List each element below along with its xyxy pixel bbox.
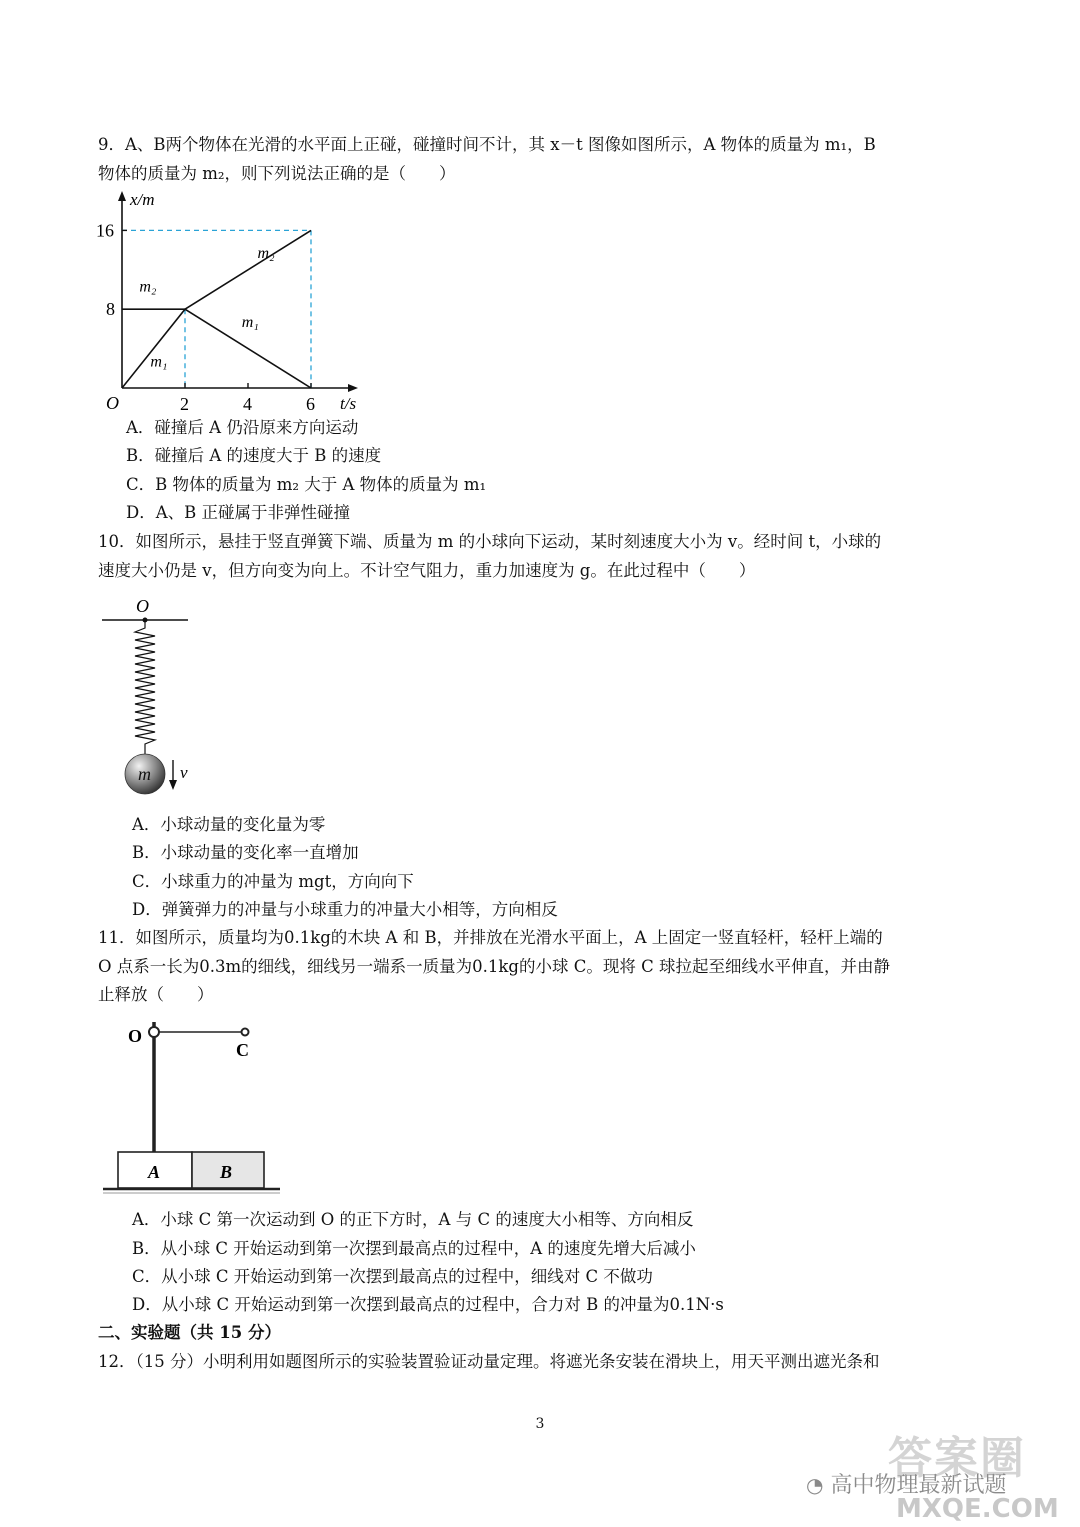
q11-option-b: B．从小球 C 开始运动到第一次摆到最高点的过程中，A 的速度先增大后减小 — [132, 1239, 696, 1258]
q10-stem-line2: 速度大小仍是 v，但方向变为向上。不计空气阻力，重力加速度为 g。在此过程中（ ） — [98, 561, 756, 580]
pendulum-blocks-figure — [100, 1012, 285, 1202]
x-tick-label-6: 6 — [306, 394, 315, 414]
q9-option-c: C．B 物体的质量为 m₂ 大于 A 物体的质量为 m₁ — [126, 475, 487, 494]
block-a-label: A — [148, 1162, 161, 1182]
pivot-o-label: O — [128, 1026, 143, 1046]
watermark-subtitle-text: 高中物理最新试题 — [830, 1473, 1007, 1498]
q9-stem-line1: 9．A、B两个物体在光滑的水平面上正碰，碰撞时间不计，其 x－t 图像如图所示，A 物体的质量为 m₁，B — [98, 135, 876, 154]
block-b-label: B — [220, 1162, 233, 1182]
curve-label-3: m₂ — [257, 244, 275, 262]
origin-label: O — [106, 393, 119, 413]
q10-stem-line1: 10．如图所示，悬挂于竖直弹簧下端、质量为 m 的小球向下运动，某时刻速度大小为 v。经时间 t，小球的 — [98, 532, 882, 551]
q12-stem-line1: 12．（15 分）小明利用如题图所示的实验装置验证动量定理。将遮光条安装在滑块上，用天平测出遮光条和 — [98, 1352, 880, 1371]
q9-option-d: D．A、B 正碰属于非弹性碰撞 — [126, 503, 351, 522]
spring-top-label: O — [136, 596, 149, 616]
q11-option-a: A．小球 C 第一次运动到 O 的正下方时，A 与 C 的速度大小相等、方向相反 — [132, 1210, 694, 1229]
q11-stem-line2: O 点系一长为0.3m的细线，细线另一端系一质量为0.1kg的小球 C。现将 C 球拉起至细线水平伸直，并由静 — [98, 957, 890, 976]
q10-option-c: C．小球重力的冲量为 mgt，方向向下 — [132, 872, 414, 891]
watermark-url: MXQE.COM — [896, 1494, 1059, 1524]
series-line-1 — [122, 309, 311, 388]
q9-option-b: B．碰撞后 A 的速度大于 B 的速度 — [126, 446, 382, 465]
curve-label-1: m₂ — [139, 278, 157, 296]
curve-label-4: m₁ — [241, 313, 259, 331]
curve-label-2: m₁ — [150, 353, 168, 371]
q11-option-c: C．从小球 C 开始运动到第一次摆到最高点的过程中，细线对 C 不做功 — [132, 1267, 653, 1286]
series-line-2 — [122, 230, 311, 309]
wechat-icon: ◔ — [806, 1473, 824, 1497]
section-heading: 二、实验题（共 15 分） — [98, 1323, 281, 1342]
xt-graph — [94, 185, 374, 417]
watermark-logo-text: 答案圈 — [888, 1433, 1026, 1484]
y-tick-label-16: 16 — [96, 220, 114, 241]
velocity-label: v — [180, 763, 188, 782]
q11-stem-line3: 止释放（ ） — [98, 985, 214, 1004]
q10-option-b: B．小球动量的变化率一直增加 — [132, 843, 359, 862]
q9-option-a: A．碰撞后 A 仍沿原来方向运动 — [126, 418, 359, 437]
q9-stem-line2: 物体的质量为 m₂，则下列说法正确的是（ ） — [98, 164, 456, 183]
q10-option-a: A．小球动量的变化量为零 — [132, 815, 326, 834]
x-tick-label-2: 2 — [180, 394, 189, 414]
q10-option-d: D．弹簧弹力的冲量与小球重力的冲量大小相等，方向相反 — [132, 900, 558, 919]
x-tick-label-4: 4 — [243, 394, 252, 414]
q11-stem-line1: 11．如图所示，质量均为0.1kg的木块 A 和 B，并排放在光滑水平面上，A 上固定一竖直轻杆，轻杆上端的 — [98, 928, 883, 947]
y-tick-label-8: 8 — [106, 299, 115, 320]
spring-figure — [96, 592, 206, 802]
y-axis-arrow — [118, 191, 126, 201]
x-axis-label: t/s — [340, 394, 357, 413]
velocity-arrowhead — [169, 780, 177, 790]
ball-mass-label: m — [138, 764, 151, 784]
ball-c — [242, 1029, 249, 1036]
spring-coil — [135, 620, 155, 754]
x-axis-arrow — [348, 384, 358, 392]
pivot-o — [149, 1027, 159, 1037]
y-axis-label: x/m — [130, 190, 155, 209]
page-number: 3 — [535, 1416, 545, 1432]
q11-option-d: D．从小球 C 开始运动到第一次摆到最高点的过程中，合力对 B 的冲量为0.1N·s — [132, 1295, 724, 1314]
ball-c-label: C — [236, 1040, 249, 1060]
